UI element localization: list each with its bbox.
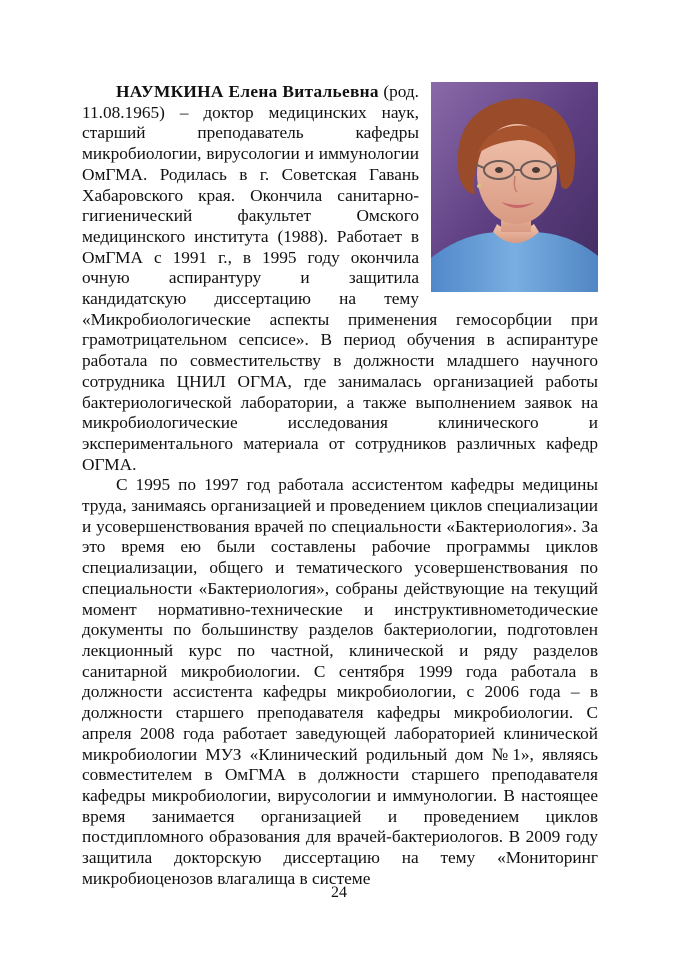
paragraph-2: С 1995 по 1997 год работала ассистентом кафедры медицины труда, занимаясь организацией и проведением циклов специализации и усовершенствования врачей по специальности «Бактериология». За это время ею были составлены рабочие программы циклов специализации, общего и тематического усовершенствования по специальности «Бактериология», собраны действующие на текущий момент нормативно-технические и инструктивнометодические документы по большинству разделов бактериологии, подготовлен лекционный курс по частной, клинической и ряду разделов санитарной микробиологии. С сентября 1999 года работала в должности ассистента кафедры микробиологии, с 2006 года – в должности старшего преподавателя кафедры микробиологии. С апреля 2008 года работает заведующей лабораторией клинической микробиологии МУЗ «Клинический родильный дом №1», являясь совместителем в ОмГМА в должности старшего преподавателя кафедры микробиологии, вирусологии и иммунологии. В настоящее время занимается организацией и проведением циклов постдипломного образования для врачей-бактериологов. В 2009 году защитила докторскую диссертацию на тему «Мониторинг микробиоценозов влагалища в системе (82, 475, 598, 888)
person-name: НАУМКИНА Елена Витальевна (116, 82, 379, 101)
page-number: 24 (331, 884, 347, 901)
biography-text (82, 82, 598, 889)
paragraph-1-text: (род. 11.08.1965) – доктор медицинских наук, старший преподаватель кафедры микробиологии, вирусологии и иммунологии ОмГМА. Родилась в г. Советская Гавань Хабаровского края. Окончила санитарно-гигиенический факультет Омского медицинского института (1988). Работает в ОмГМА с 1991 г., в 1995 году окончила очную аспирантуру и защитила кандидатскую диссертацию на тему «Микробиологические аспекты применения гемосорбции при грамотрицательном сепсисе». В период обучения в аспирантуре работала по совместительству в должности младшего научного сотрудника ЦНИЛ ОГМА, где занималась организацией работы бактериологической лаборатории, а также выполнением заявок на микробиологические исследования клинического и экспериментального материала от сотрудников различных кафедр ОГМА. (82, 82, 598, 474)
portrait-photo (431, 82, 598, 292)
